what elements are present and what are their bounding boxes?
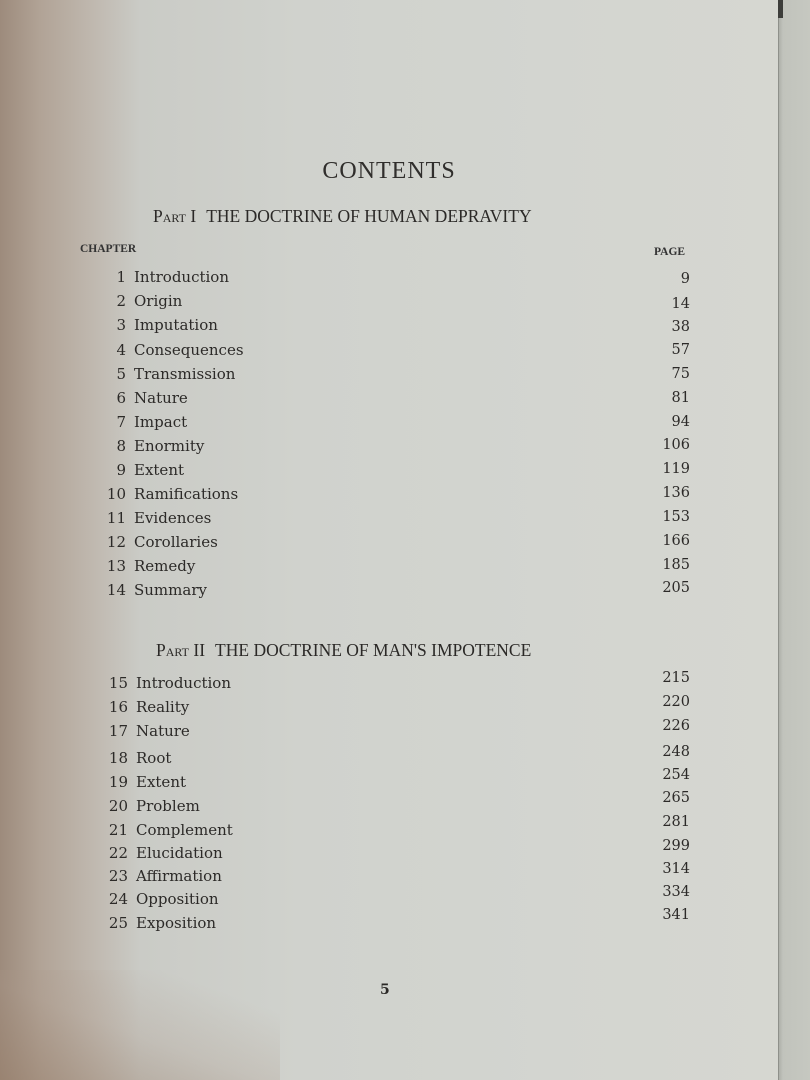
chapter-number: 7: [116, 413, 126, 431]
chapter-title: Exposition: [136, 914, 217, 932]
chapter-number: 13: [106, 557, 126, 575]
chapter-title: Affirmation: [136, 867, 222, 885]
chapter-number: 2: [116, 292, 126, 310]
part-2-label: Part II: [156, 640, 206, 660]
chapter-title: Imputation: [134, 316, 218, 334]
page-column-header: PAGE: [654, 246, 686, 258]
chapter-page-number: 265: [662, 790, 690, 806]
chapter-page-number: 334: [662, 884, 690, 900]
chapter-page-number: 153: [662, 509, 690, 525]
chapter-title: Enormity: [134, 437, 205, 455]
chapter-page-number: 299: [662, 838, 690, 854]
chapter-number: 5: [116, 365, 126, 383]
chapter-number: 22: [108, 844, 128, 862]
page-number: 5: [380, 982, 390, 998]
part-1-heading: [153, 206, 532, 227]
chapter-number: 23: [108, 867, 128, 885]
chapter-page-number: 136: [662, 485, 690, 501]
chapter-page-number: 281: [662, 814, 690, 830]
chapter-page-number: 185: [662, 557, 690, 573]
chapter-title: Transmission: [134, 365, 236, 383]
chapter-number: 17: [108, 722, 128, 740]
chapter-title: Nature: [134, 389, 188, 407]
chapter-page-number: 14: [671, 296, 690, 312]
chapter-number: 25: [108, 914, 128, 932]
chapter-number: 4: [116, 341, 126, 359]
chapter-title: Ramifications: [134, 485, 239, 503]
chapter-title: Impact: [134, 413, 188, 431]
chapter-number: 15: [108, 674, 128, 692]
chapter-title: Problem: [136, 797, 200, 815]
chapter-page-number: 254: [662, 767, 690, 783]
chapter-page-number: 341: [662, 907, 690, 923]
part-1-title: THE DOCTRINE OF HUMAN DEPRAVITY: [206, 206, 532, 226]
chapter-number: 18: [108, 749, 128, 767]
chapter-page-number: 94: [671, 414, 690, 430]
part-1-label: Part I: [153, 206, 197, 226]
chapter-number: 14: [106, 581, 126, 599]
chapter-number: 20: [108, 797, 128, 815]
chapter-page-number: 75: [671, 366, 690, 382]
chapter-title: Consequences: [134, 341, 244, 359]
chapter-page-number: 81: [671, 390, 690, 406]
chapter-number: 12: [106, 533, 126, 551]
chapter-page-number: 226: [662, 718, 690, 734]
chapter-title: Introduction: [134, 268, 229, 286]
chapter-page-number: 57: [671, 342, 690, 358]
chapter-page-number: 205: [662, 580, 690, 596]
chapter-title: Corollaries: [134, 533, 218, 551]
chapter-title: Reality: [136, 698, 190, 716]
chapter-page-number: 119: [662, 461, 690, 477]
chapter-title: Root: [136, 749, 172, 767]
chapter-title: Extent: [134, 461, 185, 479]
chapter-title: Introduction: [136, 674, 231, 692]
part-2-heading: [156, 640, 531, 661]
chapter-title: Extent: [136, 773, 187, 791]
chapter-title: Evidences: [134, 509, 212, 527]
chapter-page-number: 248: [662, 744, 690, 760]
chapter-page-number: 314: [662, 861, 690, 877]
chapter-title: Remedy: [134, 557, 196, 575]
chapter-number: 1: [116, 268, 126, 286]
chapter-number: 21: [108, 821, 128, 839]
chapter-page-number: 9: [680, 271, 690, 287]
chapter-column-header: CHAPTER: [80, 243, 137, 255]
chapter-title: Summary: [134, 581, 207, 599]
part-2-title: THE DOCTRINE OF MAN'S IMPOTENCE: [215, 640, 532, 660]
chapter-page-number: 215: [662, 670, 690, 686]
chapter-number: 10: [106, 485, 126, 503]
chapter-number: 8: [116, 437, 126, 455]
chapter-title: Complement: [136, 821, 233, 839]
chapter-title: Elucidation: [136, 844, 223, 862]
chapter-number: 9: [116, 461, 126, 479]
chapter-page-number: 220: [662, 694, 690, 710]
chapter-page-number: 166: [662, 533, 690, 549]
chapter-page-number: 106: [662, 437, 690, 453]
chapter-page-number: 38: [671, 319, 690, 335]
contents-title: CONTENTS: [322, 158, 456, 184]
chapter-number: 19: [108, 773, 128, 791]
chapter-title: Origin: [134, 292, 183, 310]
page-edge-mark: [778, 0, 783, 18]
chapter-title: Opposition: [136, 890, 219, 908]
chapter-number: 16: [108, 698, 128, 716]
chapter-number: 24: [108, 890, 128, 908]
page-edge: [778, 0, 810, 1080]
chapter-number: 6: [116, 389, 126, 407]
chapter-number: 11: [106, 509, 126, 527]
chapter-number: 3: [116, 316, 126, 334]
chapter-title: Nature: [136, 722, 190, 740]
